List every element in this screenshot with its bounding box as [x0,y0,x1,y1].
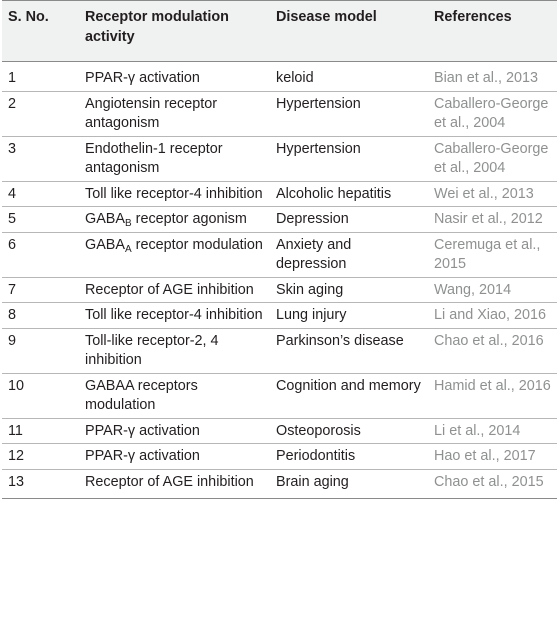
activity-text: Receptor of AGE inhibition [85,281,254,298]
serial-number-cell: 6 [8,236,17,253]
reference-cell: Hamid et al., 2016 [434,377,551,394]
disease-model-cell: Parkinson’s disease [276,332,404,349]
activity-text: PPAR-γ activation [85,422,200,439]
disease-model-cell: Depression [276,211,349,227]
activity-text: Receptor of AGE inhibition [85,473,254,490]
activity-text: PPAR-γ activation [85,448,200,464]
receptor-activity-cell [79,418,270,444]
disease-model-cell: Osteoporosis [276,422,361,439]
receptor-activity-cell [79,181,270,207]
table-header [2,1,557,62]
activity-text: Endothelin-1 receptor antagonism [85,140,223,176]
disease-model-cell: Hypertension [276,140,361,157]
table-row [2,91,557,136]
table-row [2,232,557,277]
reference-cell: Chao et al., 2015 [434,473,544,490]
activity-text: GABA [85,211,125,227]
activity-text-rest: receptor agonism [131,211,247,227]
receptor-activity-cell [79,207,270,233]
disease-model-cell: Alcoholic hepatitis [276,185,392,202]
receptor-activity-cell [79,91,270,136]
activity-text: Toll-like receptor-2, 4 inhibition [85,332,219,368]
reference-cell: Li et al., 2014 [434,422,521,439]
table-row [2,303,557,329]
receptor-activity-cell [79,469,270,499]
serial-number-cell: 7 [8,281,17,298]
disease-model-cell: Brain aging [276,473,349,490]
reference-cell: Wei et al., 2013 [434,185,534,202]
activity-text: Toll like receptor-4 inhibition [85,185,263,202]
serial-number-cell: 3 [8,140,17,157]
serial-number-cell: 2 [8,95,17,112]
table-row [2,207,557,233]
header-receptor-activity: Receptor modulation activity [79,1,270,62]
serial-number-cell: 12 [8,448,25,464]
table-row [2,373,557,418]
table-body [2,62,557,499]
disease-model-cell: Cognition and memory [276,377,421,394]
table-row [2,328,557,373]
table-row [2,277,557,303]
activity-text-rest: receptor modulation [131,236,263,253]
header-row [2,1,557,62]
reference-cell: Caballero-George et al., 2004 [434,140,549,176]
table-row [2,181,557,207]
receptor-activity-cell [79,277,270,303]
header-serial-number: S. No. [2,1,79,62]
table-row [2,62,557,92]
activity-text: Angiotensin receptor antagonism [85,95,217,131]
disease-model-cell: Hypertension [276,95,361,112]
serial-number-cell: 5 [8,211,17,227]
reference-cell: Bian et al., 2013 [434,70,539,86]
activity-text: PPAR-γ activation [85,70,200,86]
header-disease-model: Disease model [270,1,428,62]
serial-number-cell: 13 [8,473,25,490]
receptor-activity-cell [79,303,270,329]
disease-model-cell: Periodontitis [276,448,356,464]
activity-text: GABAA receptors modulation [85,377,198,413]
table-row [2,136,557,181]
reference-cell: Chao et al., 2016 [434,332,544,349]
receptor-activity-cell [79,136,270,181]
receptor-activity-cell [79,373,270,418]
activity-text: GABA [85,236,125,253]
receptor-activity-cell [79,328,270,373]
serial-number-cell: 4 [8,185,17,202]
receptor-activity-cell [79,444,270,470]
disease-model-cell: Skin aging [276,281,344,298]
activity-subscript: B [125,218,132,229]
receptor-modulation-table [2,0,557,499]
serial-number-cell: 11 [8,422,23,439]
table-row [2,418,557,444]
disease-model-cell: keloid [276,70,314,86]
reference-cell: Wang, 2014 [434,281,512,298]
activity-subscript: A [125,243,132,255]
serial-number-cell: 10 [8,377,25,394]
reference-cell: Nasir et al., 2012 [434,211,543,227]
serial-number-cell: 9 [8,332,17,349]
header-references: References [428,1,557,62]
activity-text: Toll like receptor-4 inhibition [85,307,263,323]
reference-cell: Caballero-George et al., 2004 [434,95,549,131]
receptor-activity-cell [79,232,270,277]
disease-model-cell: Anxiety and depression [276,236,352,272]
disease-model-cell: Lung injury [276,307,347,323]
serial-number-cell: 8 [8,307,17,323]
serial-number-cell: 1 [8,70,17,86]
reference-cell: Li and Xiao, 2016 [434,307,547,323]
table-row [2,469,557,499]
reference-cell: Hao et al., 2017 [434,448,536,464]
table-row [2,444,557,470]
reference-cell: Ceremuga et al., 2015 [434,236,541,272]
receptor-activity-cell [79,62,270,92]
